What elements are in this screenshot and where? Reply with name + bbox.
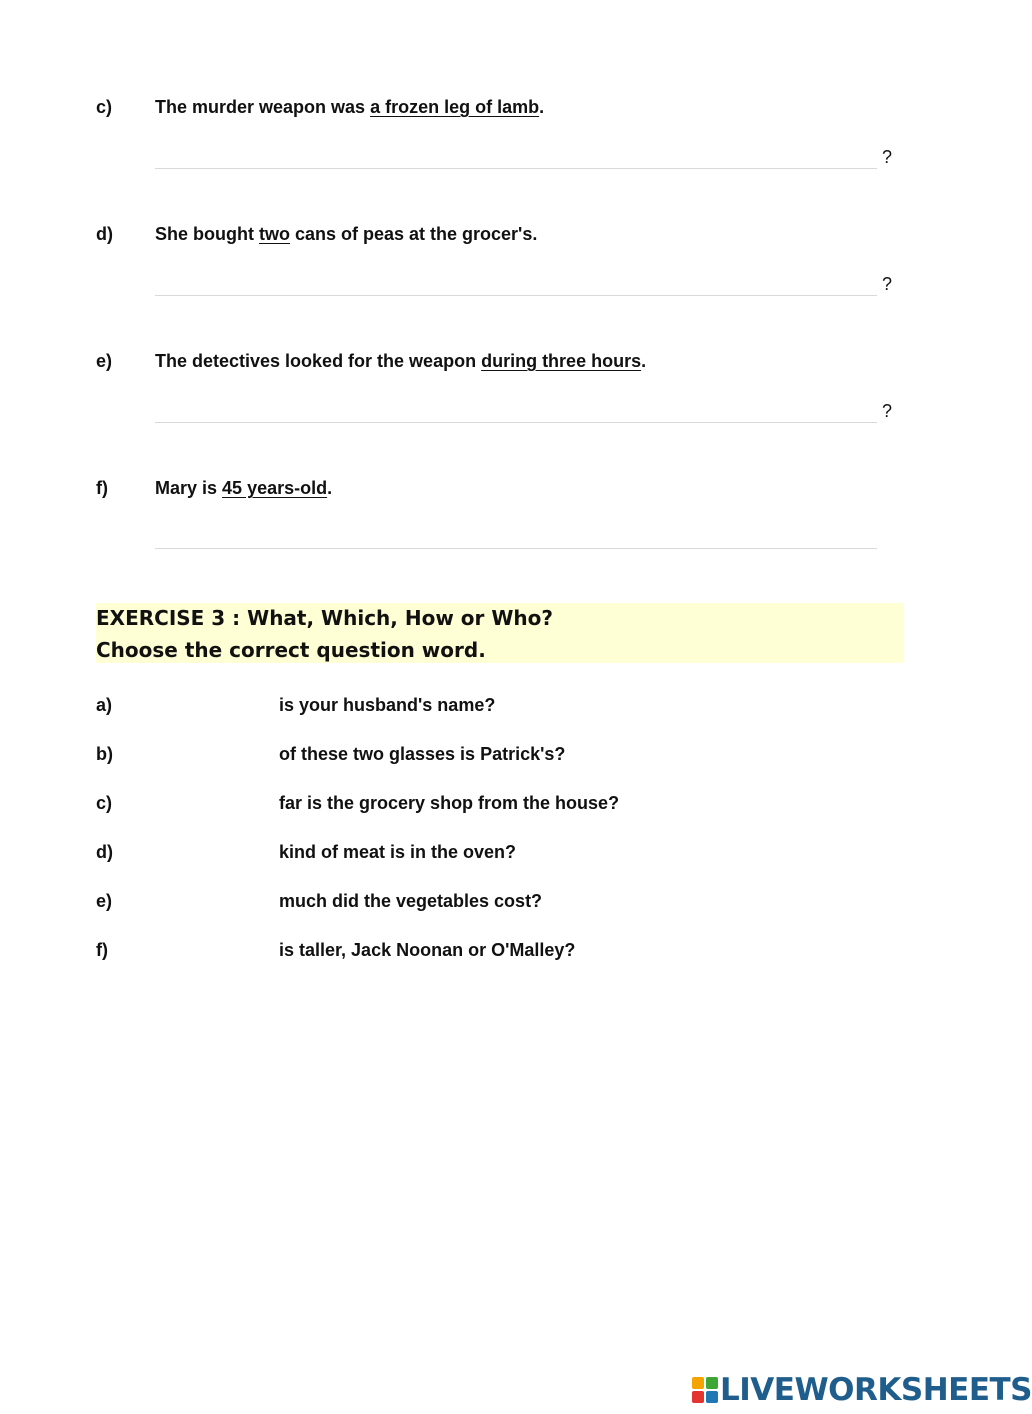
liveworksheets-logo bbox=[692, 1372, 1032, 1408]
answer-input-e[interactable] bbox=[155, 396, 877, 423]
question-mark: ? bbox=[882, 274, 893, 294]
item-letter: f) bbox=[96, 940, 108, 960]
answer-input-c[interactable] bbox=[155, 142, 877, 169]
item-text: much did the vegetables cost? bbox=[279, 891, 543, 911]
item-text: is taller, Jack Noonan or O'Malley? bbox=[279, 940, 576, 960]
logo-square bbox=[706, 1377, 718, 1389]
item-text: is your husband's name? bbox=[279, 695, 496, 715]
answer-input-d[interactable] bbox=[155, 269, 877, 296]
answer-input-f[interactable] bbox=[155, 522, 877, 549]
question-sentence: The detectives looked for the weapon during three hours. bbox=[155, 351, 647, 371]
item-text: far is the grocery shop from the house? bbox=[279, 793, 620, 813]
question-letter: e) bbox=[96, 351, 113, 371]
question-word-input-f[interactable] bbox=[130, 937, 272, 965]
question-letter: d) bbox=[96, 224, 113, 244]
question-letter: c) bbox=[96, 97, 113, 117]
item-text: of these two glasses is Patrick's? bbox=[279, 744, 566, 764]
list-item bbox=[0, 842, 1000, 872]
liveworksheets-logo-icon bbox=[692, 1377, 718, 1403]
underlined-phrase: during three hours bbox=[481, 351, 642, 371]
exercise-3-header bbox=[96, 603, 904, 663]
list-item bbox=[0, 793, 1000, 823]
question-word-input-b[interactable] bbox=[130, 741, 272, 769]
question-sentence: The murder weapon was a frozen leg of lamb. bbox=[155, 97, 545, 117]
list-item bbox=[0, 940, 1000, 970]
question-mark: ? bbox=[882, 147, 893, 167]
item-letter: d) bbox=[96, 842, 113, 862]
logo-square bbox=[692, 1377, 704, 1389]
item-letter: c) bbox=[96, 793, 113, 813]
question-word-input-c[interactable] bbox=[130, 790, 272, 818]
list-item bbox=[0, 744, 1000, 774]
list-item bbox=[0, 891, 1000, 921]
item-text: kind of meat is in the oven? bbox=[279, 842, 517, 862]
underlined-phrase: a frozen leg of lamb bbox=[370, 97, 540, 117]
exercise-instruction: Choose the correct question word. bbox=[96, 638, 486, 662]
question-mark: ? bbox=[882, 401, 893, 421]
question-word-input-a[interactable] bbox=[130, 692, 272, 720]
list-item bbox=[0, 695, 1000, 725]
underlined-phrase: two bbox=[258, 224, 290, 244]
question-word-input-d[interactable] bbox=[130, 839, 272, 867]
logo-square bbox=[692, 1391, 704, 1403]
question-sentence: Mary is 45 years-old. bbox=[155, 478, 333, 498]
logo-text: LIVEWORKSHEETS bbox=[720, 1372, 1032, 1408]
question-word-input-e[interactable] bbox=[130, 888, 272, 916]
question-sentence: She bought two cans of peas at the grocer's. bbox=[155, 224, 538, 244]
logo-square bbox=[706, 1391, 718, 1403]
item-letter: e) bbox=[96, 891, 113, 911]
item-letter: a) bbox=[96, 695, 113, 715]
exercise-title: EXERCISE 3 : What, Which, How or Who? bbox=[96, 606, 553, 630]
item-letter: b) bbox=[96, 744, 113, 764]
question-letter: f) bbox=[96, 478, 108, 498]
underlined-phrase: 45 years-old bbox=[222, 478, 328, 498]
